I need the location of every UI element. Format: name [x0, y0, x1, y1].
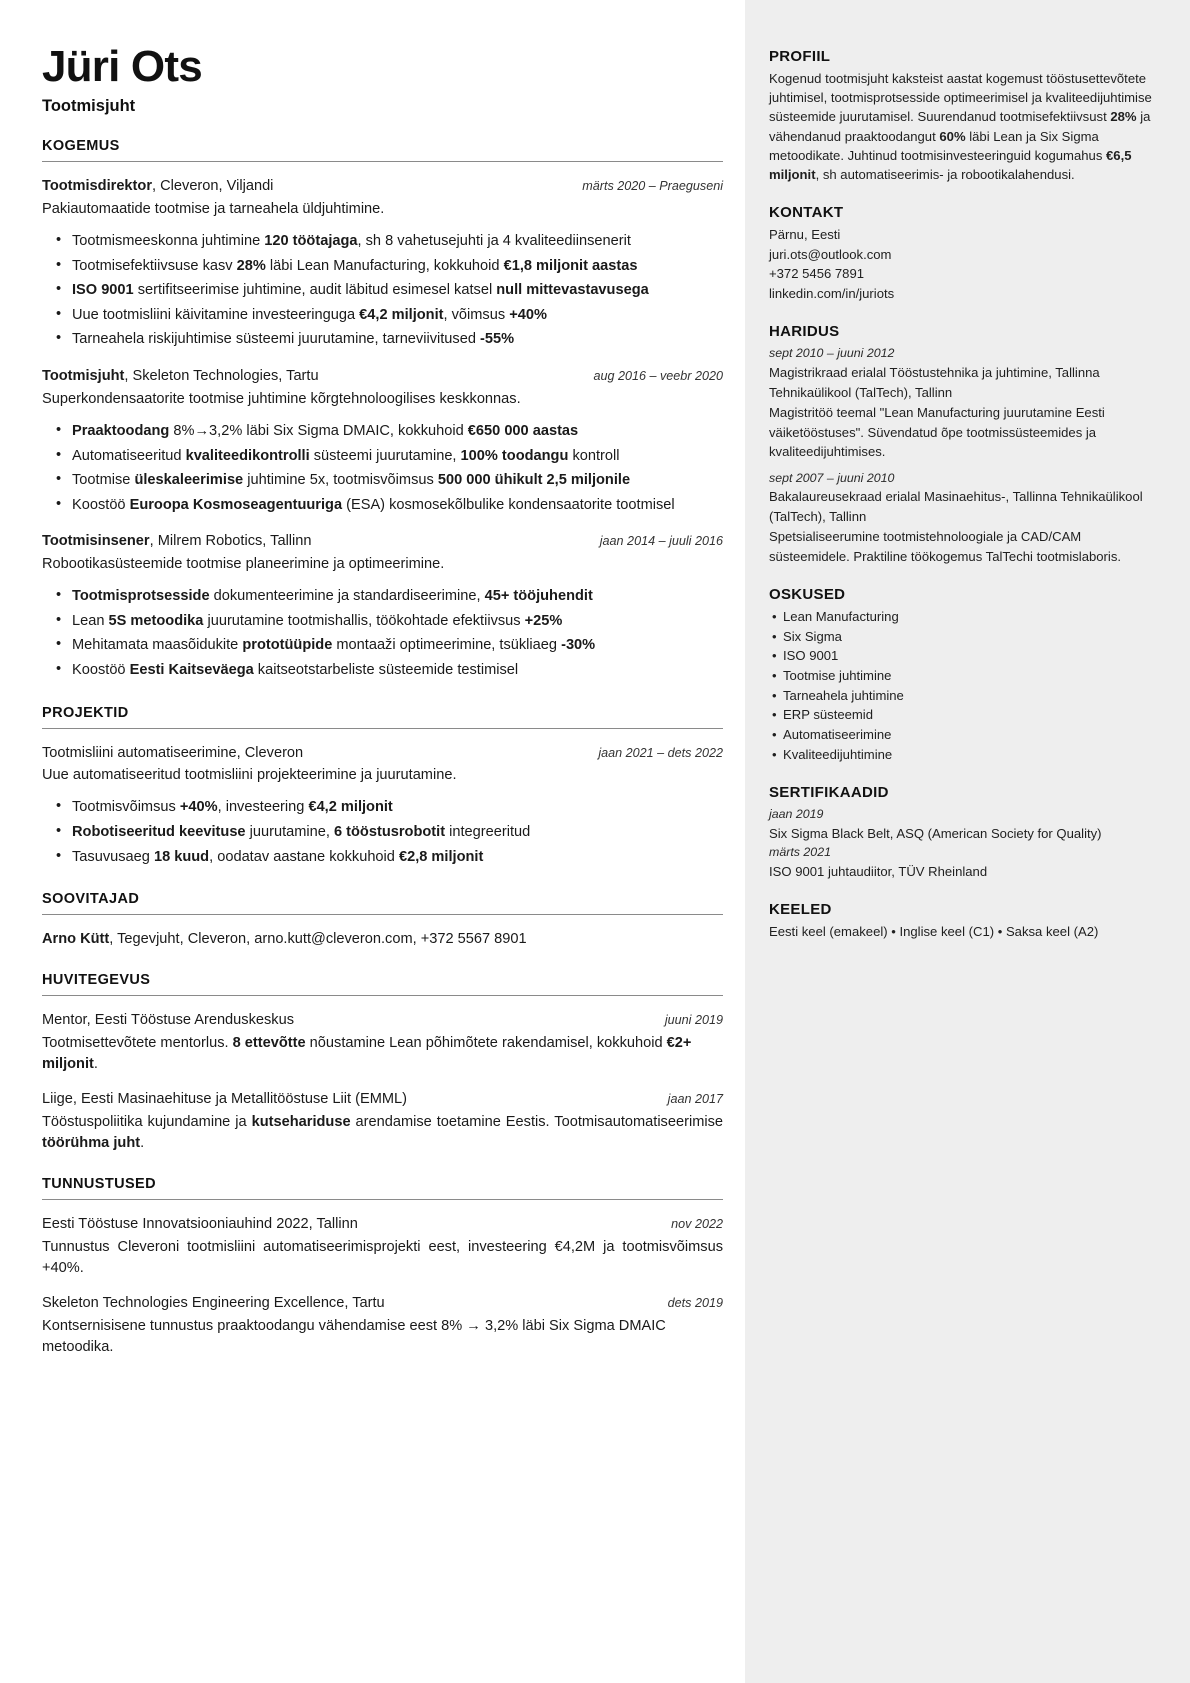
sidebar-section-languages	[769, 901, 1164, 942]
entry-summary: Robootikasüsteemide tootmise planeerimine ja optimeerimine.	[42, 556, 445, 573]
sidebar-heading-certificates: SERTIFIKAADID	[769, 784, 889, 802]
section-heading-awards: TUNNUSTUSED	[42, 1176, 723, 1200]
contact-lines	[769, 225, 1164, 303]
sidebar-heading-skills: OSKUSED	[769, 586, 846, 604]
candidate-name: Jüri Ots	[42, 42, 202, 91]
resume-entry	[42, 1215, 723, 1279]
entry-date: aug 2016 – veebr 2020	[593, 369, 723, 384]
sidebar-heading-languages: KEELED	[769, 901, 832, 919]
list-item: • Praaktoodang 8%→3,2% läbi Six Sigma DMAIC, kokkuhoid €650 000 aastas	[72, 419, 723, 444]
entry-header	[42, 367, 723, 387]
section-experience	[42, 138, 723, 682]
sidebar-heading-contact: KONTAKT	[769, 204, 844, 222]
entry-header	[42, 1294, 723, 1314]
sidebar-heading-profile: PROFIIL	[769, 48, 831, 65]
entry-title: Tootmisinsener, Milrem Robotics, Tallinn	[42, 533, 312, 550]
entry-date: märts 2020 – Praeguseni	[582, 179, 723, 194]
reference-entries	[42, 930, 723, 950]
education-degree: Bakalaureusekraad erialal Masinaehitus-, Tallinna Tehnikaülikool (TalTech), Tallinn	[769, 489, 1143, 524]
entry-date: jaan 2021 – dets 2022	[598, 745, 723, 760]
entry-bullets	[42, 584, 723, 682]
page-title	[42, 44, 723, 116]
education-entries	[769, 344, 1164, 566]
section-heading-projects: PROJEKTID	[42, 705, 723, 729]
entry-header	[42, 1011, 723, 1031]
education-degree: Magistrikraad erialal Tööstustehnika ja juhtimine, Tallinna Tehnikaülikool (TalTech), Tallinn	[769, 365, 1100, 400]
skill-item: • Automatiseerimine	[783, 725, 1164, 745]
education-date: sept 2010 – juuni 2012	[769, 346, 895, 361]
entry-summary: Tootmisettevõtete mentorlus. 8 ettevõtte nõustamine Lean põhimõtete rakendamisel, kokkuhoid €2+ miljonit.	[42, 1034, 692, 1072]
entry-summary: Kontsernisisene tunnustus praaktoodangu vähendamise eest 8% → 3,2% läbi Six Sigma DMAIC metoodika.	[42, 1317, 666, 1355]
list-item: • Tootmise üleskaleerimise juhtimine 5x, tootmisvõimsus 500 000 ühikult 2,5 miljonile	[72, 468, 723, 493]
entry-date: jaan 2017	[667, 1092, 723, 1106]
entry-title: Eesti Tööstuse Innovatsiooniauhind 2022, Tallinn	[42, 1216, 358, 1232]
certificate-date: jaan 2019	[769, 807, 824, 822]
sidebar-section-profile	[769, 48, 1164, 184]
certificate-text: Six Sigma Black Belt, ASQ (American Society for Quality)	[769, 825, 1102, 841]
sidebar-section-skills	[769, 586, 1164, 764]
skill-item: • Tootmise juhtimine	[783, 666, 1164, 686]
section-awards	[42, 1176, 723, 1358]
sidebar-section-certificates	[769, 784, 1164, 881]
entry-summary: Superkondensaatorite tootmise juhtimine kõrgtehnoloogilises keskkonnas.	[42, 390, 521, 407]
section-heading-experience: KOGEMUS	[42, 138, 723, 162]
section-heading-activities: HUVITEGEVUS	[42, 972, 723, 996]
entry-date: dets 2019	[667, 1296, 723, 1310]
resume-entry	[42, 1294, 723, 1358]
entry-header	[42, 1090, 723, 1110]
entry-title: Mentor, Eesti Tööstuse Arenduskeskus	[42, 1012, 295, 1028]
education-note: Spetsialiseerumine tootmistehnoloogiale ja CAD/CAM süsteemidele. Praktiline töökogemus TalTechi tootmislaboris.	[769, 529, 1122, 564]
skill-item: • Kvaliteedijuhtimine	[783, 745, 1164, 765]
list-item: • Tootmisprotsesside dokumenteerimine ja standardiseerimine, 45+ tööjuhendit	[72, 584, 723, 609]
sidebar-section-education	[769, 323, 1164, 566]
entry-header	[42, 177, 723, 197]
list-item: • Uue tootmisliini käivitamine investeeringuga €4,2 miljonit, võimsus +40%	[72, 303, 723, 328]
experience-entries	[42, 177, 723, 682]
education-entry	[769, 344, 1164, 461]
entry-header	[42, 532, 723, 552]
sidebar-section-contact	[769, 204, 1164, 303]
resume-entry	[42, 367, 723, 517]
entry-date: nov 2022	[671, 1217, 723, 1231]
entry-summary: Pakiautomaatide tootmise ja tarneahela üldjuhtimine.	[42, 200, 385, 217]
section-heading-references: SOOVITAJAD	[42, 891, 723, 915]
list-item: • Tootmisefektiivsuse kasv 28% läbi Lean Manufacturing, kokkuhoid €1,8 miljonit aastas	[72, 254, 723, 279]
education-note: Magistritöö teemal "Lean Manufacturing juurutamine Eesti väiketööstuses". Süvendatud õpe tootmissüsteemides ja kvaliteedijuhtimises.	[769, 405, 1105, 460]
list-item: • Tootmismeeskonna juhtimine 120 töötajaga, sh 8 vahetusejuhti ja 4 kvaliteediinsenerit	[72, 229, 723, 254]
activity-entries	[42, 1011, 723, 1154]
skill-item: • ERP süsteemid	[783, 705, 1164, 725]
certificate-entry	[769, 805, 1164, 843]
entry-header	[42, 744, 723, 764]
entry-bullets	[42, 795, 723, 869]
entry-title: Arno Kütt, Tegevjuht, Cleveron, arno.kutt@cleveron.com, +372 5567 8901	[42, 931, 527, 948]
entry-date: jaan 2014 – juuli 2016	[599, 534, 723, 549]
section-references	[42, 891, 723, 950]
contact-line[interactable]: linkedin.com/in/juriots	[769, 285, 895, 301]
skill-item: • Lean Manufacturing	[783, 607, 1164, 627]
entry-header	[42, 930, 723, 950]
entry-title: Skeleton Technologies Engineering Excellence, Tartu	[42, 1295, 385, 1311]
list-item: • Automatiseeritud kvaliteedikontrolli süsteemi juurutamine, 100% toodangu kontroll	[72, 444, 723, 469]
skills-list	[769, 607, 1164, 764]
list-item: • Koostöö Euroopa Kosmoseagentuuriga (ESA) kosmosekõlbulike kondensaatorite tootmisel	[72, 493, 723, 518]
entry-bullets	[42, 229, 723, 352]
entry-title: Liige, Eesti Masinaehituse ja Metallitööstuse Liit (EMML)	[42, 1091, 408, 1107]
resume-entry	[42, 744, 723, 870]
skill-item: • Six Sigma	[783, 627, 1164, 647]
contact-line[interactable]: Pärnu, Eesti	[769, 227, 841, 243]
entry-bullets	[42, 419, 723, 517]
education-date: sept 2007 – juuni 2010	[769, 470, 895, 485]
certificate-entry	[769, 843, 1164, 881]
list-item: • Tasuvusaeg 18 kuud, oodatav aastane kokkuhoid €2,8 miljonit	[72, 845, 723, 870]
entry-header	[42, 1215, 723, 1235]
entry-summary: Uue automatiseeritud tootmisliini projekteerimine ja juurutamine.	[42, 767, 457, 784]
list-item: • Lean 5S metoodika juurutamine tootmishallis, töökohtade efektiivsus +25%	[72, 609, 723, 634]
list-item: • Koostöö Eesti Kaitseväega kaitseotstarbeliste süsteemide testimisel	[72, 658, 723, 683]
education-entry	[769, 469, 1164, 567]
resume-entry	[42, 930, 723, 950]
resume-entry	[42, 1011, 723, 1075]
candidate-role: Tootmisjuht	[42, 97, 136, 116]
list-item: • ISO 9001 sertifitseerimise juhtimine, audit läbitud esimesel katsel null mittevastavusega	[72, 278, 723, 303]
entry-summary: Tunnustus Cleveroni tootmisliini automatiseerimisprojekti eest, investeering €4,2M ja tootmisvõimsus +40%.	[42, 1238, 723, 1276]
certificate-text: ISO 9001 juhtaudiitor, TÜV Rheinland	[769, 863, 988, 879]
list-item: • Mehitamata maasõidukite prototüüpide montaaži optimeerimine, tsükliaeg -30%	[72, 633, 723, 658]
contact-line[interactable]: juri.ots@outlook.com	[769, 246, 892, 262]
certificate-entries	[769, 805, 1164, 881]
project-entries	[42, 744, 723, 870]
award-entries	[42, 1215, 723, 1358]
languages-text: Eesti keel (emakeel) • Inglise keel (C1) • Saksa keel (A2)	[769, 924, 1099, 940]
section-projects	[42, 705, 723, 870]
certificate-date: märts 2021	[769, 845, 831, 860]
section-activities	[42, 972, 723, 1154]
skill-item: • Tarneahela juhtimine	[783, 686, 1164, 706]
resume-entry	[42, 532, 723, 682]
list-item: • Tootmisvõimsus +40%, investeering €4,2 miljonit	[72, 795, 723, 820]
contact-line[interactable]: +372 5456 7891	[769, 266, 865, 282]
entry-summary: Tööstuspoliitika kujundamine ja kutsehariduse arendamise toetamine Eestis. Tootmisautomatiseerimise töörühma juht.	[42, 1113, 724, 1151]
list-item: • Tarneahela riskijuhtimise süsteemi juurutamine, tarneviivitused -55%	[72, 327, 723, 352]
resume-entry	[42, 177, 723, 352]
entry-date: juuni 2019	[664, 1013, 723, 1027]
sidebar-heading-education: HARIDUS	[769, 323, 840, 341]
skill-item: • ISO 9001	[783, 646, 1164, 666]
sidebar-column	[745, 0, 1190, 1683]
entry-title: Tootmisjuht, Skeleton Technologies, Tartu	[42, 368, 319, 385]
entry-title: Tootmisdirektor, Cleveron, Viljandi	[42, 178, 274, 195]
resume-entry	[42, 1090, 723, 1154]
entry-title: Tootmisliini automatiseerimine, Cleveron	[42, 744, 304, 761]
profile-text: Kogenud tootmisjuht kaksteist aastat kogemust tööstusettevõtete juhtimisel, tootmisprotsesside optimeerimisel ja kvaliteedijuhtimise süsteemide juurutamisel. Suurendanud tootmisefektiivsust 28% ja vähendanud praaktoodangut 60% läbi Lean ja Six Sigma metoodikate. Juhtinud tootmisinvesteeringuid kogumahus €6,5 miljonit, sh automatiseerimis- ja robootikalahendusi.	[769, 71, 1152, 183]
list-item: • Robotiseeritud keevituse juurutamine, 6 tööstusrobotit integreeritud	[72, 820, 723, 845]
